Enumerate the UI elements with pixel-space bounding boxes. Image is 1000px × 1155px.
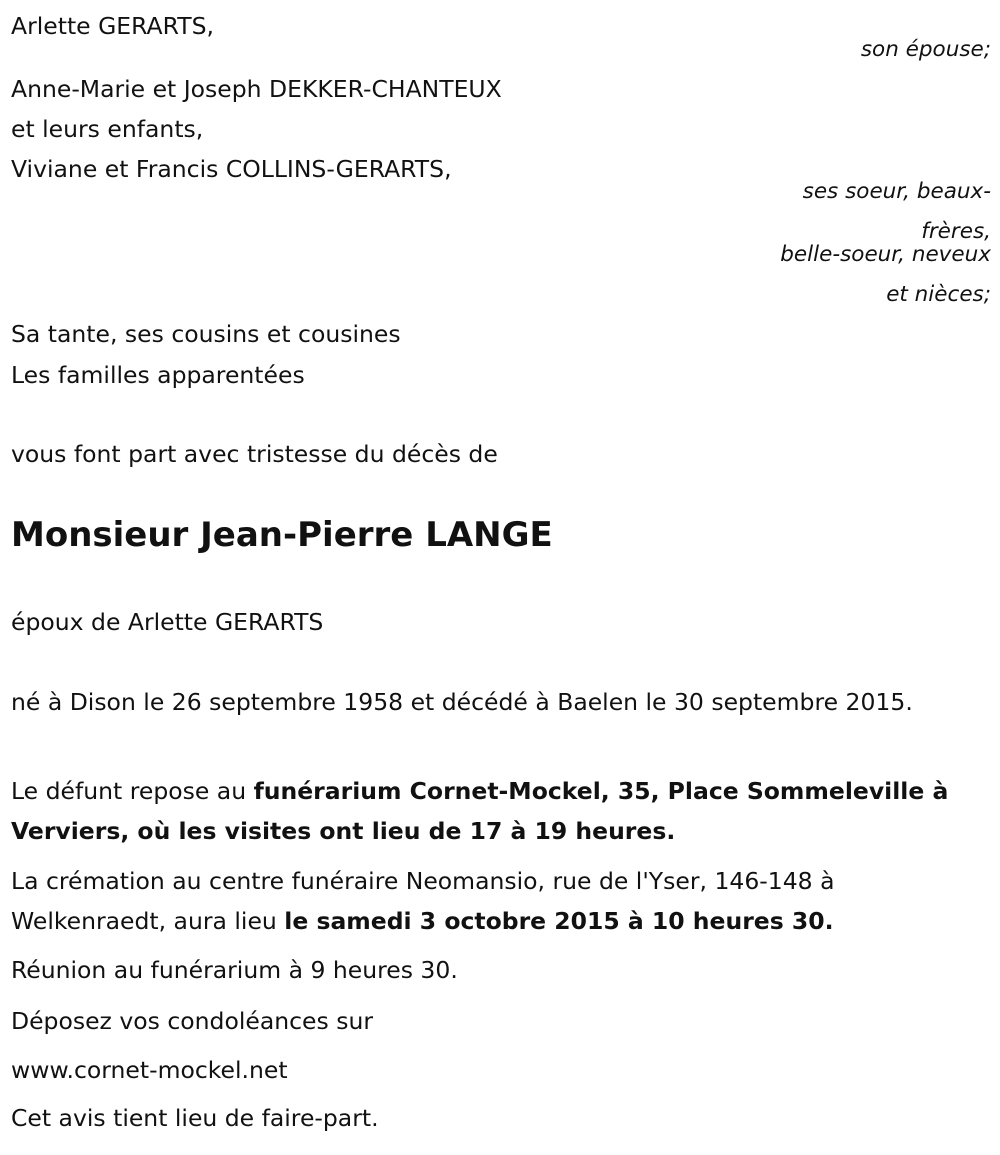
- notice-footer: Cet avis tient lieu de faire-part.: [11, 1104, 379, 1132]
- cremation-paragraph: [11, 861, 986, 941]
- others-line-2: Les familles apparentées: [11, 361, 305, 389]
- others-line-1: Sa tante, ses cousins et cousines: [11, 320, 401, 348]
- cremation-date: le samedi 3 octobre 2015 à 10 heures 30.: [284, 907, 834, 935]
- relatives-role-3: belle-soeur, neveux: [780, 242, 991, 267]
- deceased-name: Monsieur Jean-Pierre LANGE: [11, 515, 553, 555]
- repose-details: funérarium Cornet-Mockel, 35, Place Sommeleville à Verviers, où les visites ont lieu de 17 à 19 heures.: [11, 777, 949, 845]
- relatives-role-4: et nièces;: [886, 282, 991, 307]
- reunion-text: Réunion au funérarium à 9 heures 30.: [11, 956, 458, 984]
- repose-paragraph: [11, 771, 986, 851]
- birth-death-text: né à Dison le 26 septembre 1958 et décédé à Baelen le 30 septembre 2015.: [11, 688, 913, 716]
- spouse-name: Arlette GERARTS,: [11, 12, 214, 40]
- announcement-text: vous font part avec tristesse du décès de: [11, 440, 498, 468]
- condolences-website-link[interactable]: www.cornet-mockel.net: [11, 1056, 288, 1084]
- repose-prefix: Le défunt repose au: [11, 777, 254, 805]
- cremation-prefix: La crémation au centre funéraire Neomansio, rue de l'Yser, 146-148 à Welkenraedt, aura lieu: [11, 867, 835, 935]
- relative-line-3: Viviane et Francis COLLINS-GERARTS,: [11, 155, 452, 183]
- relatives-role-2: frères,: [921, 219, 991, 244]
- relatives-role-1: ses soeur, beaux-: [802, 179, 991, 204]
- spouse-role: son épouse;: [860, 37, 991, 62]
- spouse-of-text: époux de Arlette GERARTS: [11, 608, 324, 636]
- condolences-label: Déposez vos condoléances sur: [11, 1007, 374, 1035]
- relative-line-1: Anne-Marie et Joseph DEKKER-CHANTEUX: [11, 75, 502, 103]
- relative-line-2: et leurs enfants,: [11, 115, 204, 143]
